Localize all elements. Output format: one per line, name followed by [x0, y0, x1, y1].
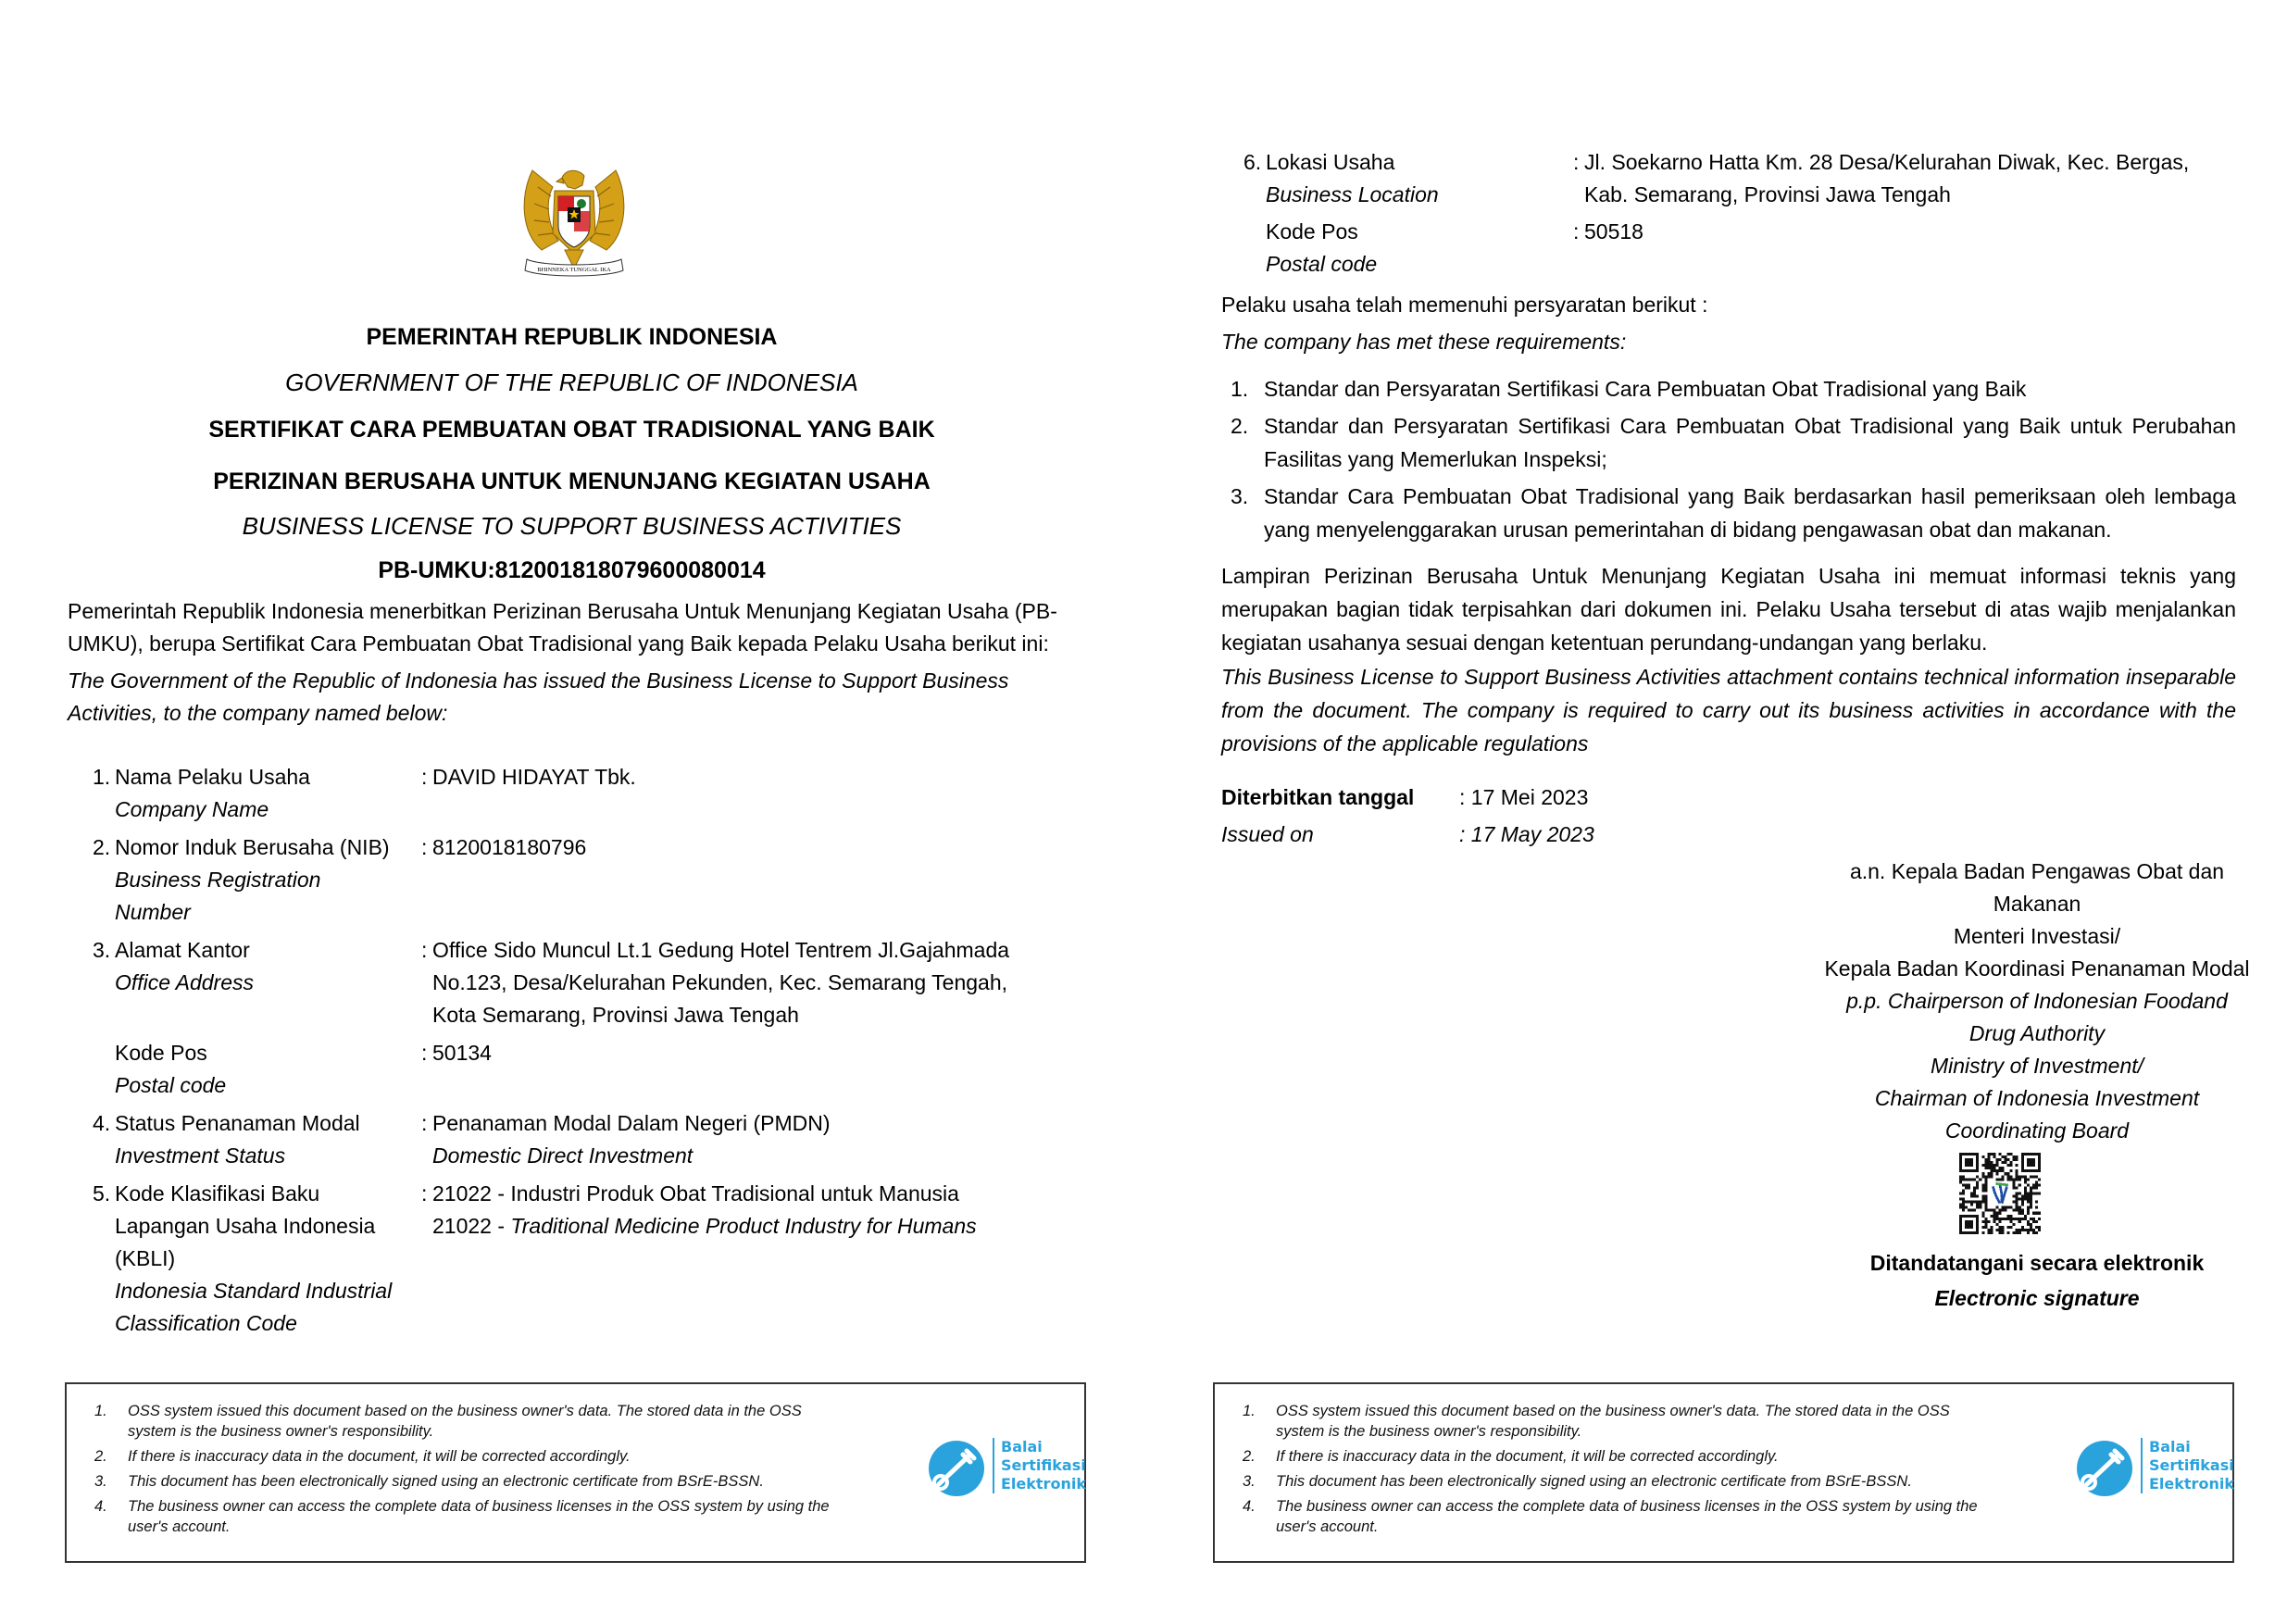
colon: :	[1459, 822, 1466, 846]
field-number: 5.	[93, 1181, 111, 1206]
signatory-line: a.n. Kepala Badan Pengawas Obat dan	[1849, 859, 2225, 883]
company-fields	[93, 761, 1111, 1354]
footer-notes	[1243, 1401, 2076, 1542]
colon: :	[421, 1181, 428, 1206]
field-value	[421, 1178, 1088, 1243]
requirement-item	[1221, 480, 2236, 546]
note-number: 1.	[1243, 1403, 1256, 1419]
certificate-page-2	[1144, 0, 2287, 1624]
intro-line: The Government of the Republic of Indonesia has issued the Business License to Support Business	[68, 668, 1009, 693]
note-item	[94, 1446, 928, 1467]
note-text: If there is inaccuracy data in the document, it will be corrected accordingly.	[128, 1448, 631, 1465]
colon: :	[1573, 219, 1580, 244]
label-en: Business Registration	[115, 868, 321, 892]
label-id: Nomor Induk Berusaha (NIB)	[115, 835, 390, 859]
issued-date-value-en: 17 May 2023	[1470, 822, 1594, 846]
field-number: 1.	[93, 765, 111, 789]
label-en: Business Location	[1266, 182, 1439, 206]
field-value	[1573, 146, 2240, 211]
requirements-intro-en: The company has met these requirements:	[1221, 330, 1627, 354]
field-label	[115, 1107, 420, 1172]
requirement-number: 1.	[1231, 377, 1249, 401]
address-line: Office Sido Muncul Lt.1 Gedung Hotel Tentrem Jl.Gajahmada	[432, 938, 1010, 962]
footer-notes-box	[65, 1382, 1086, 1563]
note-item	[94, 1401, 928, 1442]
postal-code-value: 50518	[1584, 219, 1643, 244]
note-item	[1243, 1471, 2076, 1492]
note-number: 2.	[1243, 1448, 1256, 1465]
field-number: 3.	[93, 938, 111, 962]
address-line: Kota Semarang, Provinsi Jawa Tengah	[432, 1003, 799, 1027]
label-id: Kode Pos	[1266, 219, 1358, 244]
note-item	[1243, 1446, 2076, 1467]
colon: :	[421, 765, 428, 789]
note-number: 4.	[1243, 1498, 1256, 1515]
note-number: 3.	[94, 1473, 107, 1490]
field-label	[115, 934, 420, 999]
note-item	[1243, 1496, 2076, 1537]
logo-line: Sertifikasi	[2149, 1456, 2234, 1474]
field-label	[115, 761, 420, 826]
logo-line: Elektronik	[2149, 1475, 2234, 1493]
license-title: PERIZINAN BERUSAHA UNTUK MENUNJANG KEGIATAN USAHA	[213, 468, 931, 494]
field-number: 6.	[1243, 150, 1262, 174]
signatory-line: Menteri Investasi/	[1953, 924, 2121, 948]
note-number: 1.	[94, 1403, 107, 1419]
attachment-text-en: This Business License to Support Business Activities attachment contains technical information inseparable from the document. The company is required to carry out its business activities in accordance with the provisions of the applicable regulations	[1221, 665, 2236, 756]
field-label	[115, 831, 420, 929]
issued-date-value: 17 Mei 2023	[1470, 785, 1589, 809]
label-id: Lokasi Usaha	[1266, 150, 1395, 174]
certificate-title: SERTIFIKAT CARA PEMBUATAN OBAT TRADISIONAL YANG BAIK	[208, 417, 935, 443]
license-number: PB-UMKU:812001818079600080014	[378, 557, 766, 583]
qr-code-icon[interactable]	[1959, 1153, 2041, 1234]
requirements-intro: Pelaku usaha telah memenuhi persyaratan berikut :	[1221, 293, 1708, 317]
logo-line: Balai	[2149, 1438, 2191, 1455]
signatory-line: Kepala Badan Koordinasi Penanaman Modal	[1824, 956, 2250, 981]
field-value	[421, 1037, 1088, 1069]
note-text: system is the business owner's responsibility.	[1276, 1423, 1582, 1440]
bsre-logo	[2074, 1436, 2234, 1501]
label-id: Kode Klasifikasi Baku	[115, 1181, 320, 1206]
government-title: PEMERINTAH REPUBLIK INDONESIA	[366, 324, 778, 350]
requirement-number: 3.	[1231, 484, 1249, 508]
field-value	[421, 831, 1088, 864]
note-text: system is the business owner's responsibility.	[128, 1423, 434, 1440]
footer-notes	[94, 1401, 928, 1542]
bsre-key-icon	[2074, 1438, 2135, 1499]
note-number: 3.	[1243, 1473, 1256, 1490]
intro-line: Pemerintah Republik Indonesia menerbitkan Perizinan Berusaha Untuk Menunjang Kegiatan Usaha (PB-	[68, 599, 1057, 623]
field-value	[421, 761, 1088, 793]
colon: :	[421, 835, 428, 859]
issued-date-id	[1459, 781, 1588, 814]
company-name-value: DAVID HIDAYAT Tbk.	[432, 765, 636, 789]
note-text: OSS system issued this document based on the business owner's data. The stored data in the OSS	[128, 1403, 802, 1419]
logo-line: Elektronik	[1001, 1475, 1086, 1493]
intro-line: UMKU), berupa Sertifikat Cara Pembuatan Obat Tradisional yang Baik kepada Pelaku Usaha berikut ini:	[68, 631, 1049, 656]
field-label	[115, 1037, 420, 1102]
note-text: This document has been electronically signed using an electronic certificate from BSrE-BSSN.	[128, 1473, 764, 1490]
kbli-value: 21022 - Industri Produk Obat Tradisional untuk Manusia	[432, 1181, 959, 1206]
requirements-list	[1221, 372, 2236, 550]
signatory-line-en: Ministry of Investment/	[1930, 1054, 2144, 1078]
colon: :	[421, 1041, 428, 1065]
nib-value: 8120018180796	[432, 835, 587, 859]
note-number: 2.	[94, 1448, 107, 1465]
location-line: Kab. Semarang, Provinsi Jawa Tengah	[1584, 182, 1951, 206]
signatory-line-en: p.p. Chairperson of Indonesian Foodand	[1846, 989, 2228, 1013]
field-value	[421, 934, 1088, 1031]
kbli-code: 21022 -	[432, 1214, 511, 1238]
label-id: (KBLI)	[115, 1246, 176, 1270]
label-en: Classification Code	[115, 1311, 297, 1335]
requirement-text: Standar dan Persyaratan Sertifikasi Cara Pembuatan Obat Tradisional yang Baik untuk Perubahan Fasilitas yang Memerlukan Inspeksi;	[1264, 414, 2236, 471]
logo-line: Sertifikasi	[1001, 1456, 1086, 1474]
label-id: Lapangan Usaha Indonesia	[115, 1214, 376, 1238]
label-en: Investment Status	[115, 1143, 286, 1168]
label-en: Postal code	[115, 1073, 227, 1097]
label-id: Status Penanaman Modal	[115, 1111, 360, 1135]
signatory-line: Makanan	[1993, 892, 2081, 916]
note-text: This document has been electronically signed using an electronic certificate from BSrE-BSSN.	[1276, 1473, 1912, 1490]
label-en: Office Address	[115, 970, 254, 994]
signatory-line-en: Coordinating Board	[1944, 1118, 2130, 1143]
note-text: The business owner can access the complete data of business licenses in the OSS system by using the	[1276, 1498, 1978, 1515]
intro-text-en	[68, 665, 1095, 730]
colon: :	[1573, 150, 1580, 174]
government-title-en: GOVERNMENT OF THE REPUBLIC OF INDONESIA	[285, 369, 858, 396]
label-en: Postal code	[1266, 252, 1378, 276]
label-id: Alamat Kantor	[115, 938, 250, 962]
logo-line: Balai	[1001, 1438, 1043, 1455]
kbli-value-en: Traditional Medicine Product Industry for Humans	[510, 1214, 977, 1238]
location-fields	[1243, 146, 2262, 285]
requirement-item	[1221, 409, 2236, 476]
label-en: Company Name	[115, 797, 269, 821]
note-item	[94, 1471, 928, 1492]
signatory-line-en: Drug Authority	[1968, 1021, 2106, 1045]
note-text: If there is inaccuracy data in the document, it will be corrected accordingly.	[1276, 1448, 1779, 1465]
note-text: The business owner can access the complete data of business licenses in the OSS system by using the	[128, 1498, 830, 1515]
field-value	[421, 1107, 1088, 1172]
field-label	[1266, 216, 1571, 281]
issued-date-en	[1459, 818, 1594, 851]
field-value	[1573, 216, 2240, 248]
emblem-motto: BHINNEKA TUNGGAL IKA	[537, 267, 611, 273]
signatory-line-en: Chairman of Indonesia Investment	[1874, 1086, 2200, 1110]
label-id: Kode Pos	[115, 1041, 207, 1065]
address-line: No.123, Desa/Kelurahan Pekunden, Kec. Semarang Tengah,	[432, 970, 1007, 994]
investment-status-value: Penanaman Modal Dalam Negeri (PMDN)	[432, 1111, 831, 1135]
electronic-signature-label-en: Electronic signature	[1934, 1286, 2140, 1310]
note-number: 4.	[94, 1498, 107, 1515]
electronic-signature-label: Ditandatangani secara elektronik	[1869, 1251, 2205, 1275]
colon: :	[421, 1111, 428, 1135]
footer-notes-box	[1213, 1382, 2234, 1563]
intro-line: Activities, to the company named below:	[68, 701, 448, 725]
field-number: 2.	[93, 835, 111, 859]
note-text: user's account.	[128, 1518, 231, 1535]
signatory-block	[1782, 856, 2287, 1147]
note-text: user's account.	[1276, 1518, 1379, 1535]
bsre-key-icon	[926, 1438, 987, 1499]
attachment-text-id: Lampiran Perizinan Berusaha Untuk Menunjang Kegiatan Usaha ini memuat informasi teknis yang merupakan bagian tidak terpisahkan dari dokumen ini. Pelaku Usaha tersebut di atas wajib menjalankan kegiatan usahanya sesuai dengan ketentuan perundang-undangan yang berlaku.	[1221, 564, 2236, 655]
requirement-item	[1221, 372, 2236, 406]
note-text: OSS system issued this document based on the business owner's data. The stored data in the OSS	[1276, 1403, 1950, 1419]
label-en: Number	[115, 900, 191, 924]
label-en: Indonesia Standard Industrial	[115, 1279, 393, 1303]
garuda-emblem-icon	[514, 159, 634, 284]
bsre-logo-text	[2141, 1438, 2234, 1493]
intro-text-id	[68, 595, 1095, 660]
location-line: Jl. Soekarno Hatta Km. 28 Desa/Kelurahan Diwak, Kec. Bergas,	[1584, 150, 2190, 174]
label-id: Nama Pelaku Usaha	[115, 765, 310, 789]
colon: :	[421, 938, 428, 962]
issued-label-id: Diterbitkan tanggal	[1221, 785, 1415, 809]
field-label	[1266, 146, 1571, 211]
note-item	[1243, 1401, 2076, 1442]
bsre-logo	[926, 1436, 1086, 1501]
requirement-text: Standar dan Persyaratan Sertifikasi Cara Pembuatan Obat Tradisional yang Baik	[1264, 377, 2027, 401]
colon: :	[1459, 785, 1466, 809]
license-title-en: BUSINESS LICENSE TO SUPPORT BUSINESS ACTIVITIES	[242, 512, 902, 540]
bsre-logo-text	[993, 1438, 1086, 1493]
field-label	[115, 1178, 420, 1340]
requirement-text: Standar Cara Pembuatan Obat Tradisional yang Baik berdasarkan hasil pemeriksaan oleh lembaga yang menyelenggarakan urusan pemerintahan di bidang pengawasan obat dan makanan.	[1264, 484, 2236, 542]
postal-code-value: 50134	[432, 1041, 492, 1065]
requirement-number: 2.	[1231, 414, 1249, 438]
note-item	[94, 1496, 928, 1537]
field-number: 4.	[93, 1111, 111, 1135]
investment-status-value-en: Domestic Direct Investment	[432, 1143, 694, 1168]
issued-label-en: Issued on	[1221, 822, 1314, 846]
